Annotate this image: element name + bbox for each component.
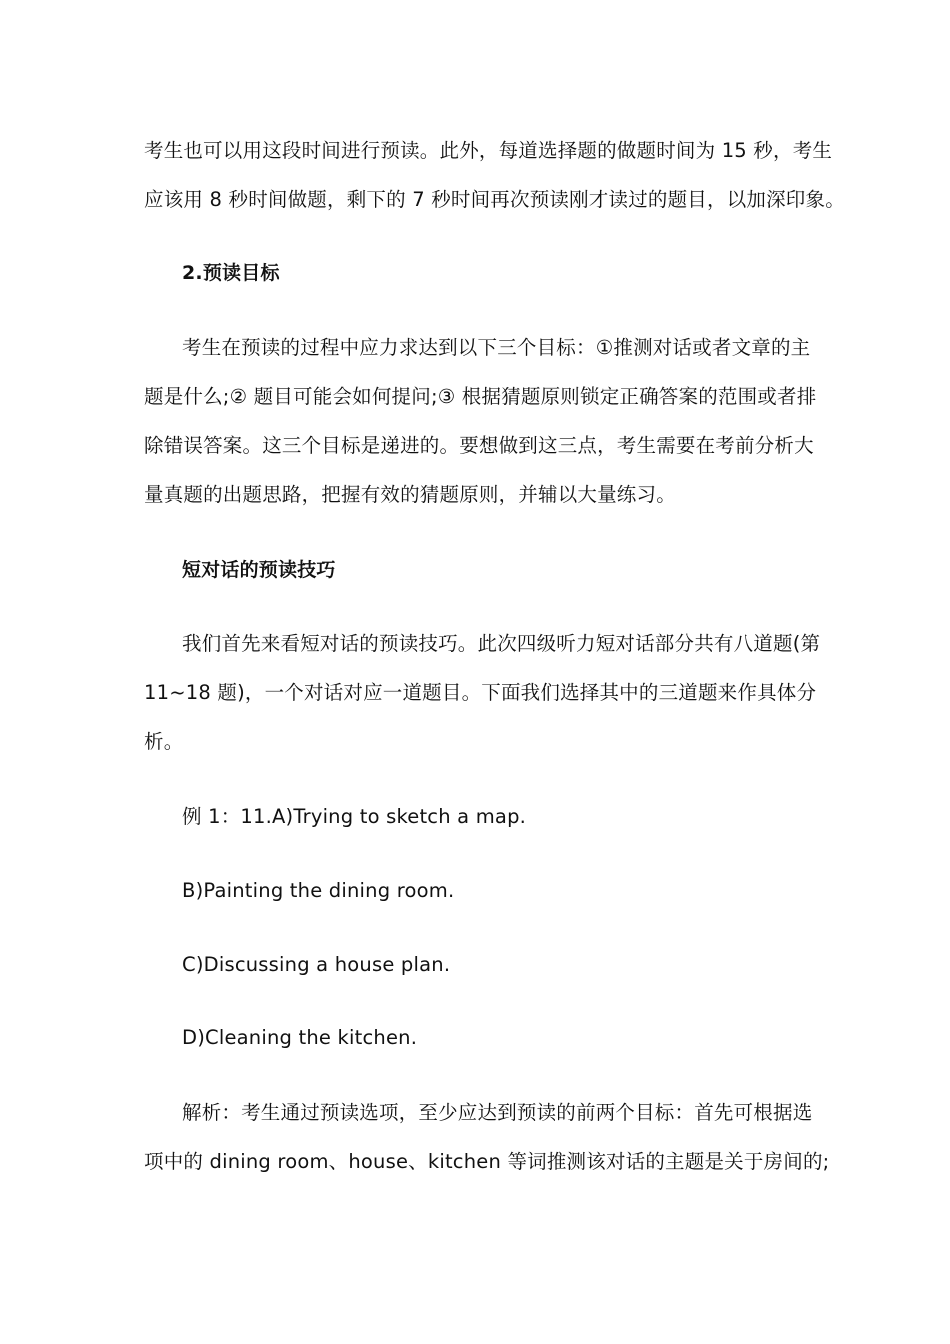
section-heading-short-dialogue: 短对话的预读技巧 xyxy=(182,559,336,581)
text-line: 项中的 dining room、house、kitchen 等词推测该对话的主题是关于房间的; xyxy=(144,1150,830,1173)
example-option-b: B)Painting the dining room. xyxy=(182,879,455,902)
text-line: 析。 xyxy=(144,730,184,753)
text-line: 考生也可以用这段时间进行预读。此外，每道选择题的做题时间为 15 秒，考生 xyxy=(144,139,833,162)
paragraph-short-dialogue-intro xyxy=(144,619,821,766)
paragraph-analysis xyxy=(144,1088,830,1186)
paragraph-preread-timing xyxy=(144,126,845,224)
text-line: 除错误答案。这三个目标是递进的。要想做到这三点，考生需要在考前分析大 xyxy=(144,434,814,457)
text-line: 我们首先来看短对话的预读技巧。此次四级听力短对话部分共有八道题(第 xyxy=(182,632,821,655)
text-line: 题是什么;② 题目可能会如何提问;③ 根据猜题原则锁定正确答案的范围或者排 xyxy=(144,385,817,408)
example-option-c: C)Discussing a house plan. xyxy=(182,953,451,976)
example-option-a: 例 1：11.A)Trying to sketch a map. xyxy=(182,805,527,828)
example-option-d: D)Cleaning the kitchen. xyxy=(182,1026,418,1049)
text-line: 11~18 题)，一个对话对应一道题目。下面我们选择其中的三道题来作具体分 xyxy=(144,681,817,704)
section-heading-preread-goal: 2.预读目标 xyxy=(182,262,280,284)
text-line: 解析：考生通过预读选项，至少应达到预读的前两个目标：首先可根据选 xyxy=(182,1101,813,1124)
text-line: 应该用 8 秒时间做题，剩下的 7 秒时间再次预读刚才读过的题目，以加深印象。 xyxy=(144,188,845,211)
paragraph-preread-goals xyxy=(144,323,817,519)
text-line: 量真题的出题思路，把握有效的猜题原则，并辅以大量练习。 xyxy=(144,483,676,506)
text-line: 考生在预读的过程中应力求达到以下三个目标：①推测对话或者文章的主 xyxy=(182,336,811,359)
